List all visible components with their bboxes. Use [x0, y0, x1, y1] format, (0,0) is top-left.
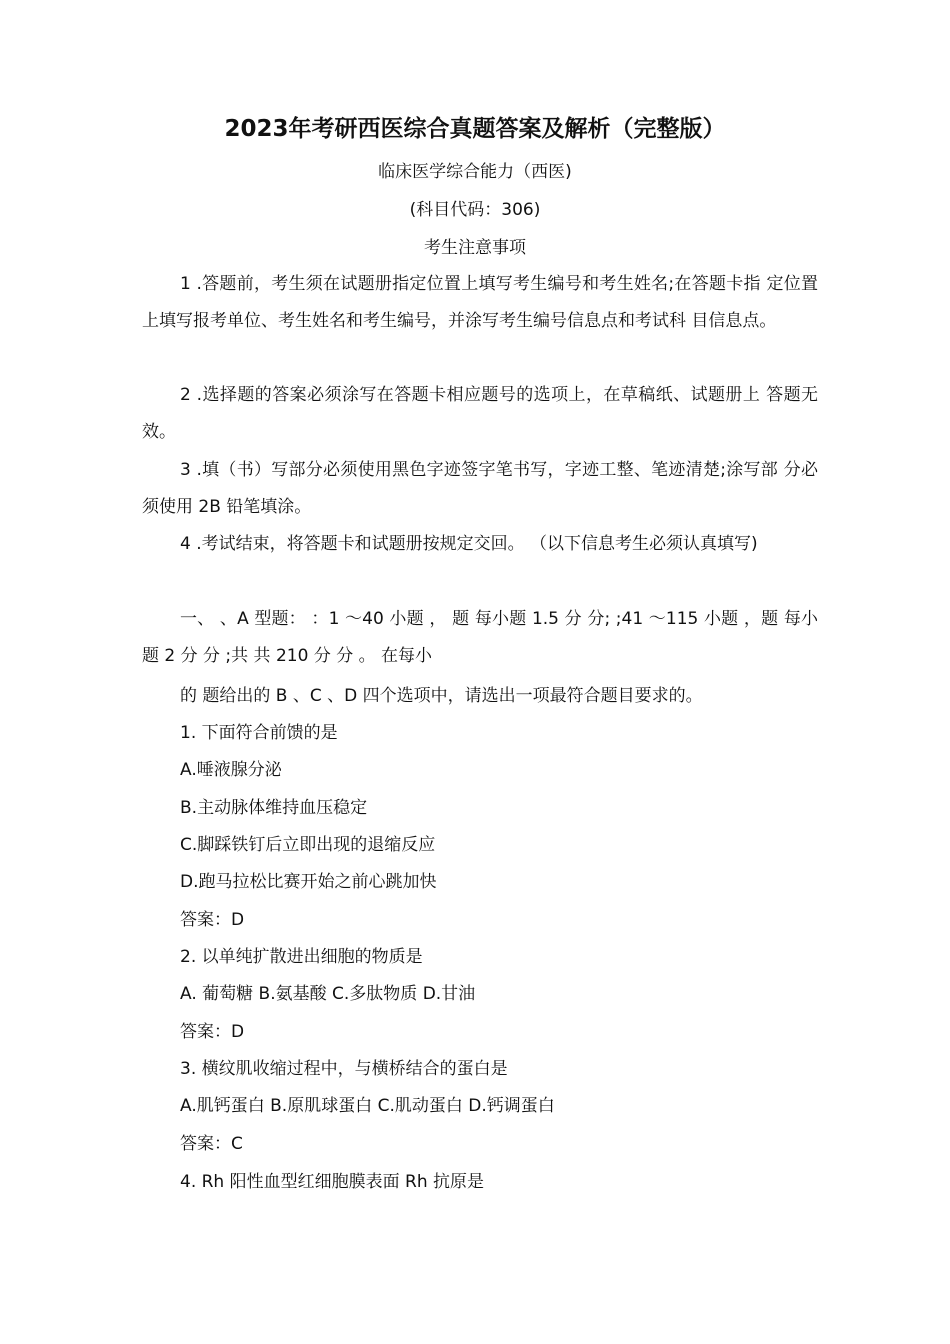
question-2-options: A. 葡萄糖 B.氨基酸 C.多肽物质 D.甘油 [180, 984, 476, 1004]
question-1-stem: 1. 下面符合前馈的是 [180, 723, 338, 743]
question-1-option-a: A.唾液腺分泌 [180, 760, 282, 780]
question-2-stem: 2. 以单纯扩散进出细胞的物质是 [180, 947, 423, 967]
section-intro: 一、 、A 型题： ：1 ～40 小题 ， 题 每小题 1.5 分 分; ;41 ～115 小题 ，题 每小题 2 分 分 ;共 共 210 分 分 。 在每小 [142, 609, 818, 666]
notice-1: 1 .答题前，考生须在试题册指定位置上填写考生编号和考生姓名;在答题卡指 定位置上填写报考单位、考生姓名和考生编号，并涂写考生编号信息点和考试科 目信息点。 [142, 274, 818, 331]
notice-2: 2 .选择题的答案必须涂写在答题卡相应题号的选项上，在草稿纸、试题册上 答题无效。 [142, 385, 818, 442]
question-1-answer: 答案：D [180, 910, 245, 930]
subject-code: (科目代码：306) [409, 200, 541, 220]
document-title: 2023年考研西医综合真题答案及解析（完整版） [224, 116, 726, 142]
notice-4: 4 .考试结束，将答题卡和试题册按规定交回。 （以下信息考生必须认真填写) [180, 534, 758, 554]
notice-3: 3 .填（书）写部分必须使用黑色字迹签字笔书写，字迹工整、笔迹清楚;涂写部 分必须使用 2B 铅笔填涂。 [142, 460, 818, 517]
question-3-options: A.肌钙蛋白 B.原肌球蛋白 C.肌动蛋白 D.钙调蛋白 [180, 1096, 555, 1116]
question-4-stem: 4. Rh 阳性血型红细胞膜表面 Rh 抗原是 [180, 1172, 485, 1192]
question-1-option-b: B.主动脉体维持血压稳定 [180, 798, 368, 818]
document-subtitle: 临床医学综合能力（西医) [378, 162, 572, 182]
question-1-option-d: D.跑马拉松比赛开始之前心跳加快 [180, 872, 437, 892]
question-2-answer: 答案：D [180, 1022, 245, 1042]
question-3-stem: 3. 横纹肌收缩过程中，与横桥结合的蛋白是 [180, 1059, 508, 1079]
question-1-option-c: C.脚踩铁钉后立即出现的退缩反应 [180, 835, 436, 855]
question-3-answer: 答案：C [180, 1134, 243, 1154]
notice-heading: 考生注意事项 [424, 238, 526, 258]
section-intro-continued: 的 题给出的 B 、C 、D 四个选项中，请选出一项最符合题目要求的。 [180, 686, 703, 706]
